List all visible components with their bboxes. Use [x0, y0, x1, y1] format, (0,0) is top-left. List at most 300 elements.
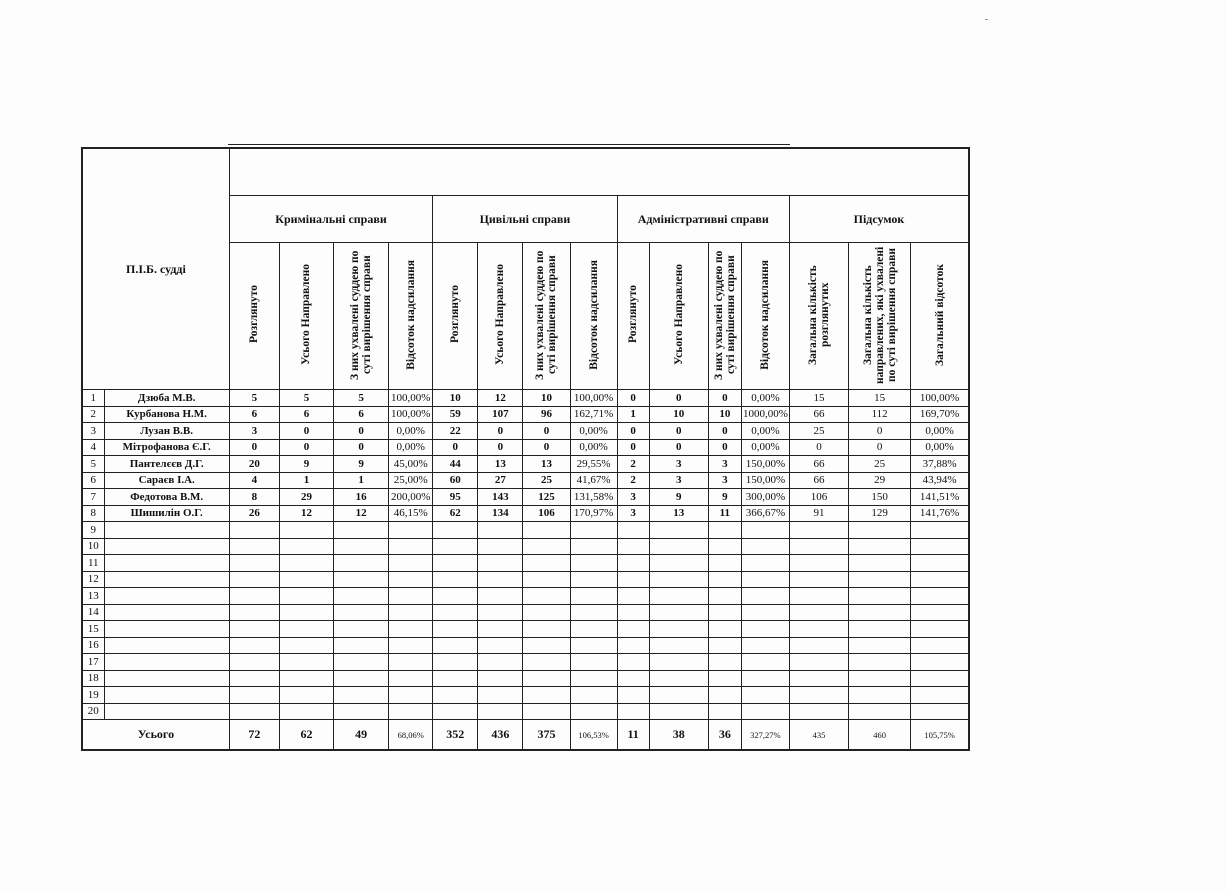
empty-cell	[389, 637, 433, 654]
row-number: 10	[82, 538, 104, 555]
empty-cell	[649, 522, 708, 539]
empty-cell	[478, 604, 523, 621]
empty-cell	[570, 571, 617, 588]
empty-cell	[523, 555, 570, 572]
empty-cell	[104, 538, 229, 555]
empty-cell	[708, 637, 741, 654]
empty-cell	[104, 588, 229, 605]
empty-cell	[911, 555, 969, 572]
judge-name: Курбанова Н.М.	[104, 406, 229, 423]
civ-cell: 10	[523, 390, 570, 407]
empty-cell	[334, 637, 389, 654]
empty-cell	[389, 538, 433, 555]
table-row-empty	[82, 604, 969, 621]
empty-cell	[741, 687, 789, 704]
c-cell: 5	[279, 390, 333, 407]
empty-cell	[523, 538, 570, 555]
civ-cell: 62	[433, 505, 478, 522]
empty-cell	[523, 703, 570, 720]
c-cell: 5	[229, 390, 279, 407]
row-number: 3	[82, 423, 104, 440]
row-number: 15	[82, 621, 104, 638]
total-cell: 129	[849, 505, 911, 522]
empty-cell	[279, 571, 333, 588]
adm-cell: 2	[617, 472, 649, 489]
empty-cell	[911, 571, 969, 588]
adm-cell: 3	[617, 505, 649, 522]
empty-cell	[708, 604, 741, 621]
empty-cell	[570, 670, 617, 687]
empty-cell	[229, 670, 279, 687]
empty-cell	[741, 571, 789, 588]
total-cell: 91	[789, 505, 848, 522]
empty-cell	[334, 621, 389, 638]
empty-cell	[708, 555, 741, 572]
empty-cell	[389, 588, 433, 605]
adm-cell: 0	[617, 439, 649, 456]
c-cell: 0	[279, 423, 333, 440]
empty-cell	[229, 604, 279, 621]
adm-cell: 9	[708, 489, 741, 506]
admin-percent-header: Відсоток надсилання	[741, 243, 789, 390]
empty-cell	[849, 670, 911, 687]
adm-cell: 10	[708, 406, 741, 423]
total-sent-header: Загальна кількість направлених, які ухвалені по суті вирішення справи	[849, 243, 911, 390]
empty-cell	[617, 621, 649, 638]
empty-cell	[617, 588, 649, 605]
blank-header-cell	[229, 148, 969, 196]
adm-cell: 366,67%	[741, 505, 789, 522]
empty-cell	[104, 687, 229, 704]
empty-cell	[741, 621, 789, 638]
adm-cell: 0	[708, 423, 741, 440]
adm-cell: 1000,00%	[741, 406, 789, 423]
empty-cell	[570, 637, 617, 654]
empty-cell	[104, 522, 229, 539]
empty-cell	[911, 522, 969, 539]
civ-cell: 0,00%	[570, 423, 617, 440]
row-number: 5	[82, 456, 104, 473]
total-cell: 112	[849, 406, 911, 423]
civ-cell: 96	[523, 406, 570, 423]
table-row	[82, 489, 969, 506]
total-row	[82, 720, 969, 751]
civ-cell: 25	[523, 472, 570, 489]
empty-cell	[433, 588, 478, 605]
total-considered-header: Загальна кількість розглянутих	[789, 243, 848, 390]
adm-cell: 0	[649, 390, 708, 407]
adm-cell: 9	[649, 489, 708, 506]
empty-cell	[334, 604, 389, 621]
total-cell: 43,94%	[911, 472, 969, 489]
c-cell: 46,15%	[389, 505, 433, 522]
c-cell: 26	[229, 505, 279, 522]
empty-cell	[741, 604, 789, 621]
group-summary-header: Підсумок	[789, 196, 969, 243]
civil-percent-header: Відсоток надсилання	[570, 243, 617, 390]
empty-cell	[104, 571, 229, 588]
empty-cell	[849, 637, 911, 654]
table-row-empty	[82, 703, 969, 720]
adm-cell: 300,00%	[741, 489, 789, 506]
empty-cell	[617, 604, 649, 621]
table-row-empty	[82, 588, 969, 605]
empty-cell	[523, 637, 570, 654]
civ-cell: 44	[433, 456, 478, 473]
table-row	[82, 423, 969, 440]
empty-cell	[649, 670, 708, 687]
civ-cell: 13	[478, 456, 523, 473]
empty-cell	[911, 621, 969, 638]
table-row-empty	[82, 637, 969, 654]
total-cell: 0	[849, 423, 911, 440]
adm-cell: 3	[649, 456, 708, 473]
c-cell: 3	[229, 423, 279, 440]
total-cell: 0,00%	[911, 439, 969, 456]
scan-dot	[985, 19, 988, 20]
adm-cell: 0	[649, 439, 708, 456]
empty-cell	[617, 687, 649, 704]
empty-cell	[617, 703, 649, 720]
total-civ-cell: 375	[523, 720, 570, 751]
adm-cell: 1	[617, 406, 649, 423]
empty-cell	[741, 654, 789, 671]
empty-cell	[279, 555, 333, 572]
total-cell: 25	[789, 423, 848, 440]
empty-cell	[433, 687, 478, 704]
civ-cell: 125	[523, 489, 570, 506]
table-row	[82, 505, 969, 522]
c-cell: 100,00%	[389, 406, 433, 423]
adm-cell: 0,00%	[741, 390, 789, 407]
empty-cell	[708, 522, 741, 539]
empty-cell	[433, 604, 478, 621]
total-cell: 66	[789, 456, 848, 473]
total-cell: 0	[789, 439, 848, 456]
empty-cell	[389, 687, 433, 704]
table-row-empty	[82, 654, 969, 671]
total-cell: 37,88%	[911, 456, 969, 473]
judge-name: Федотова В.М.	[104, 489, 229, 506]
c-cell: 6	[279, 406, 333, 423]
c-cell: 0	[229, 439, 279, 456]
judge-name: Дзюба М.В.	[104, 390, 229, 407]
empty-cell	[104, 637, 229, 654]
total-c-cell: 72	[229, 720, 279, 751]
empty-cell	[433, 571, 478, 588]
grand-total-cell: 435	[789, 720, 848, 751]
c-cell: 16	[334, 489, 389, 506]
empty-cell	[229, 687, 279, 704]
c-cell: 29	[279, 489, 333, 506]
empty-cell	[334, 703, 389, 720]
adm-cell: 2	[617, 456, 649, 473]
civ-cell: 0,00%	[570, 439, 617, 456]
empty-cell	[911, 538, 969, 555]
empty-cell	[741, 555, 789, 572]
empty-cell	[389, 703, 433, 720]
c-cell: 0,00%	[389, 439, 433, 456]
row-number: 7	[82, 489, 104, 506]
total-cell: 15	[789, 390, 848, 407]
judge-name: Сараєв І.А.	[104, 472, 229, 489]
empty-cell	[478, 621, 523, 638]
table-row-empty	[82, 687, 969, 704]
empty-cell	[104, 670, 229, 687]
empty-cell	[789, 703, 848, 720]
total-cell: 0	[849, 439, 911, 456]
c-cell: 12	[334, 505, 389, 522]
empty-cell	[433, 538, 478, 555]
adm-cell: 3	[649, 472, 708, 489]
civ-cell: 106	[523, 505, 570, 522]
empty-cell	[741, 703, 789, 720]
c-cell: 45,00%	[389, 456, 433, 473]
empty-cell	[649, 571, 708, 588]
adm-cell: 0,00%	[741, 423, 789, 440]
adm-cell: 11	[708, 505, 741, 522]
total-civ-cell: 436	[478, 720, 523, 751]
adm-cell: 0	[708, 390, 741, 407]
empty-cell	[389, 571, 433, 588]
judge-name: Шишилін О.Г.	[104, 505, 229, 522]
empty-cell	[849, 687, 911, 704]
row-number: 2	[82, 406, 104, 423]
total-percent-header: Загальний відсоток	[911, 243, 969, 390]
empty-cell	[911, 637, 969, 654]
empty-cell	[104, 654, 229, 671]
criminal-considered-header: Розглянуто	[229, 243, 279, 390]
c-cell: 5	[334, 390, 389, 407]
empty-cell	[334, 670, 389, 687]
judge-name: Лузан В.В.	[104, 423, 229, 440]
admin-sent-header: Усього Направлено	[649, 243, 708, 390]
empty-cell	[849, 621, 911, 638]
empty-cell	[570, 538, 617, 555]
empty-cell	[789, 571, 848, 588]
empty-cell	[708, 703, 741, 720]
empty-cell	[789, 538, 848, 555]
empty-cell	[523, 670, 570, 687]
civ-cell: 95	[433, 489, 478, 506]
empty-cell	[789, 687, 848, 704]
empty-cell	[849, 654, 911, 671]
empty-cell	[649, 687, 708, 704]
empty-cell	[789, 588, 848, 605]
empty-cell	[433, 703, 478, 720]
empty-cell	[229, 654, 279, 671]
empty-cell	[334, 588, 389, 605]
table-row-empty	[82, 670, 969, 687]
total-cell: 66	[789, 406, 848, 423]
empty-cell	[570, 555, 617, 572]
civ-cell: 10	[433, 390, 478, 407]
empty-cell	[649, 703, 708, 720]
row-number: 8	[82, 505, 104, 522]
c-cell: 200,00%	[389, 489, 433, 506]
adm-cell: 0	[617, 423, 649, 440]
grand-total-cell: 460	[849, 720, 911, 751]
table-row-empty	[82, 538, 969, 555]
empty-cell	[617, 654, 649, 671]
adm-cell: 13	[649, 505, 708, 522]
total-label: Усього	[82, 720, 229, 751]
total-cell: 15	[849, 390, 911, 407]
total-cell: 0,00%	[911, 423, 969, 440]
row-number: 13	[82, 588, 104, 605]
adm-cell: 150,00%	[741, 456, 789, 473]
c-cell: 1	[279, 472, 333, 489]
empty-cell	[389, 555, 433, 572]
civ-cell: 0	[523, 439, 570, 456]
total-cell: 150	[849, 489, 911, 506]
c-cell: 0	[334, 439, 389, 456]
total-c-cell: 49	[334, 720, 389, 751]
c-cell: 8	[229, 489, 279, 506]
empty-cell	[649, 588, 708, 605]
empty-cell	[570, 687, 617, 704]
empty-cell	[523, 654, 570, 671]
empty-cell	[523, 604, 570, 621]
civ-cell: 162,71%	[570, 406, 617, 423]
c-cell: 9	[279, 456, 333, 473]
row-number: 4	[82, 439, 104, 456]
empty-cell	[478, 538, 523, 555]
empty-cell	[389, 621, 433, 638]
empty-cell	[708, 588, 741, 605]
empty-cell	[389, 522, 433, 539]
row-number: 17	[82, 654, 104, 671]
total-cell: 106	[789, 489, 848, 506]
c-cell: 12	[279, 505, 333, 522]
row-number: 14	[82, 604, 104, 621]
empty-cell	[478, 588, 523, 605]
total-cell: 169,70%	[911, 406, 969, 423]
empty-cell	[649, 637, 708, 654]
table-row-empty	[82, 522, 969, 539]
civil-of-them-header: З них ухвалені суддею по суті вирішення справи	[523, 243, 570, 390]
empty-cell	[478, 687, 523, 704]
empty-cell	[523, 571, 570, 588]
empty-cell	[229, 588, 279, 605]
criminal-sent-header: Усього Направлено	[279, 243, 333, 390]
empty-cell	[334, 654, 389, 671]
adm-cell: 0	[708, 439, 741, 456]
civ-cell: 131,58%	[570, 489, 617, 506]
empty-cell	[279, 703, 333, 720]
c-cell: 1	[334, 472, 389, 489]
empty-cell	[649, 538, 708, 555]
empty-cell	[334, 538, 389, 555]
empty-cell	[104, 555, 229, 572]
empty-cell	[849, 588, 911, 605]
empty-cell	[708, 621, 741, 638]
empty-cell	[279, 538, 333, 555]
empty-cell	[389, 654, 433, 671]
table-row	[82, 456, 969, 473]
empty-cell	[789, 670, 848, 687]
empty-cell	[617, 555, 649, 572]
total-cell: 100,00%	[911, 390, 969, 407]
empty-cell	[911, 703, 969, 720]
grand-total-cell: 105,75%	[911, 720, 969, 751]
empty-cell	[229, 538, 279, 555]
empty-cell	[433, 621, 478, 638]
pib-header: П.І.Б. судді	[82, 148, 229, 390]
row-number: 12	[82, 571, 104, 588]
empty-cell	[570, 703, 617, 720]
adm-cell: 0	[617, 390, 649, 407]
adm-cell: 3	[708, 456, 741, 473]
civ-cell: 59	[433, 406, 478, 423]
empty-cell	[478, 555, 523, 572]
total-cell: 141,51%	[911, 489, 969, 506]
empty-cell	[789, 621, 848, 638]
total-cell: 66	[789, 472, 848, 489]
c-cell: 4	[229, 472, 279, 489]
empty-cell	[478, 670, 523, 687]
admin-of-them-header: З них ухвалені суддею по суті вирішення справи	[708, 243, 741, 390]
empty-cell	[849, 555, 911, 572]
empty-cell	[433, 654, 478, 671]
c-cell: 0,00%	[389, 423, 433, 440]
table-row-empty	[82, 571, 969, 588]
empty-cell	[229, 571, 279, 588]
empty-cell	[433, 670, 478, 687]
civ-cell: 41,67%	[570, 472, 617, 489]
empty-cell	[617, 571, 649, 588]
empty-cell	[708, 538, 741, 555]
empty-cell	[708, 670, 741, 687]
table-row	[82, 390, 969, 407]
empty-cell	[708, 687, 741, 704]
empty-cell	[741, 538, 789, 555]
group-civil-header: Цивільні справи	[433, 196, 617, 243]
empty-cell	[279, 654, 333, 671]
total-adm-cell: 11	[617, 720, 649, 751]
empty-cell	[104, 604, 229, 621]
civ-cell: 13	[523, 456, 570, 473]
c-cell: 6	[229, 406, 279, 423]
total-adm-cell: 327,27%	[741, 720, 789, 751]
empty-cell	[279, 522, 333, 539]
civ-cell: 27	[478, 472, 523, 489]
empty-cell	[849, 538, 911, 555]
civ-cell: 107	[478, 406, 523, 423]
empty-cell	[104, 621, 229, 638]
empty-cell	[433, 637, 478, 654]
empty-cell	[433, 522, 478, 539]
empty-cell	[279, 637, 333, 654]
total-civ-cell: 106,53%	[570, 720, 617, 751]
empty-cell	[570, 522, 617, 539]
empty-cell	[478, 654, 523, 671]
group-criminal-header: Кримінальні справи	[229, 196, 432, 243]
empty-cell	[478, 637, 523, 654]
empty-cell	[911, 687, 969, 704]
row-number: 11	[82, 555, 104, 572]
empty-cell	[617, 670, 649, 687]
empty-cell	[789, 637, 848, 654]
c-cell: 0	[334, 423, 389, 440]
total-cell: 141,76%	[911, 505, 969, 522]
row-number: 20	[82, 703, 104, 720]
empty-cell	[617, 538, 649, 555]
adm-cell: 0,00%	[741, 439, 789, 456]
empty-cell	[523, 522, 570, 539]
empty-cell	[279, 670, 333, 687]
empty-cell	[911, 588, 969, 605]
